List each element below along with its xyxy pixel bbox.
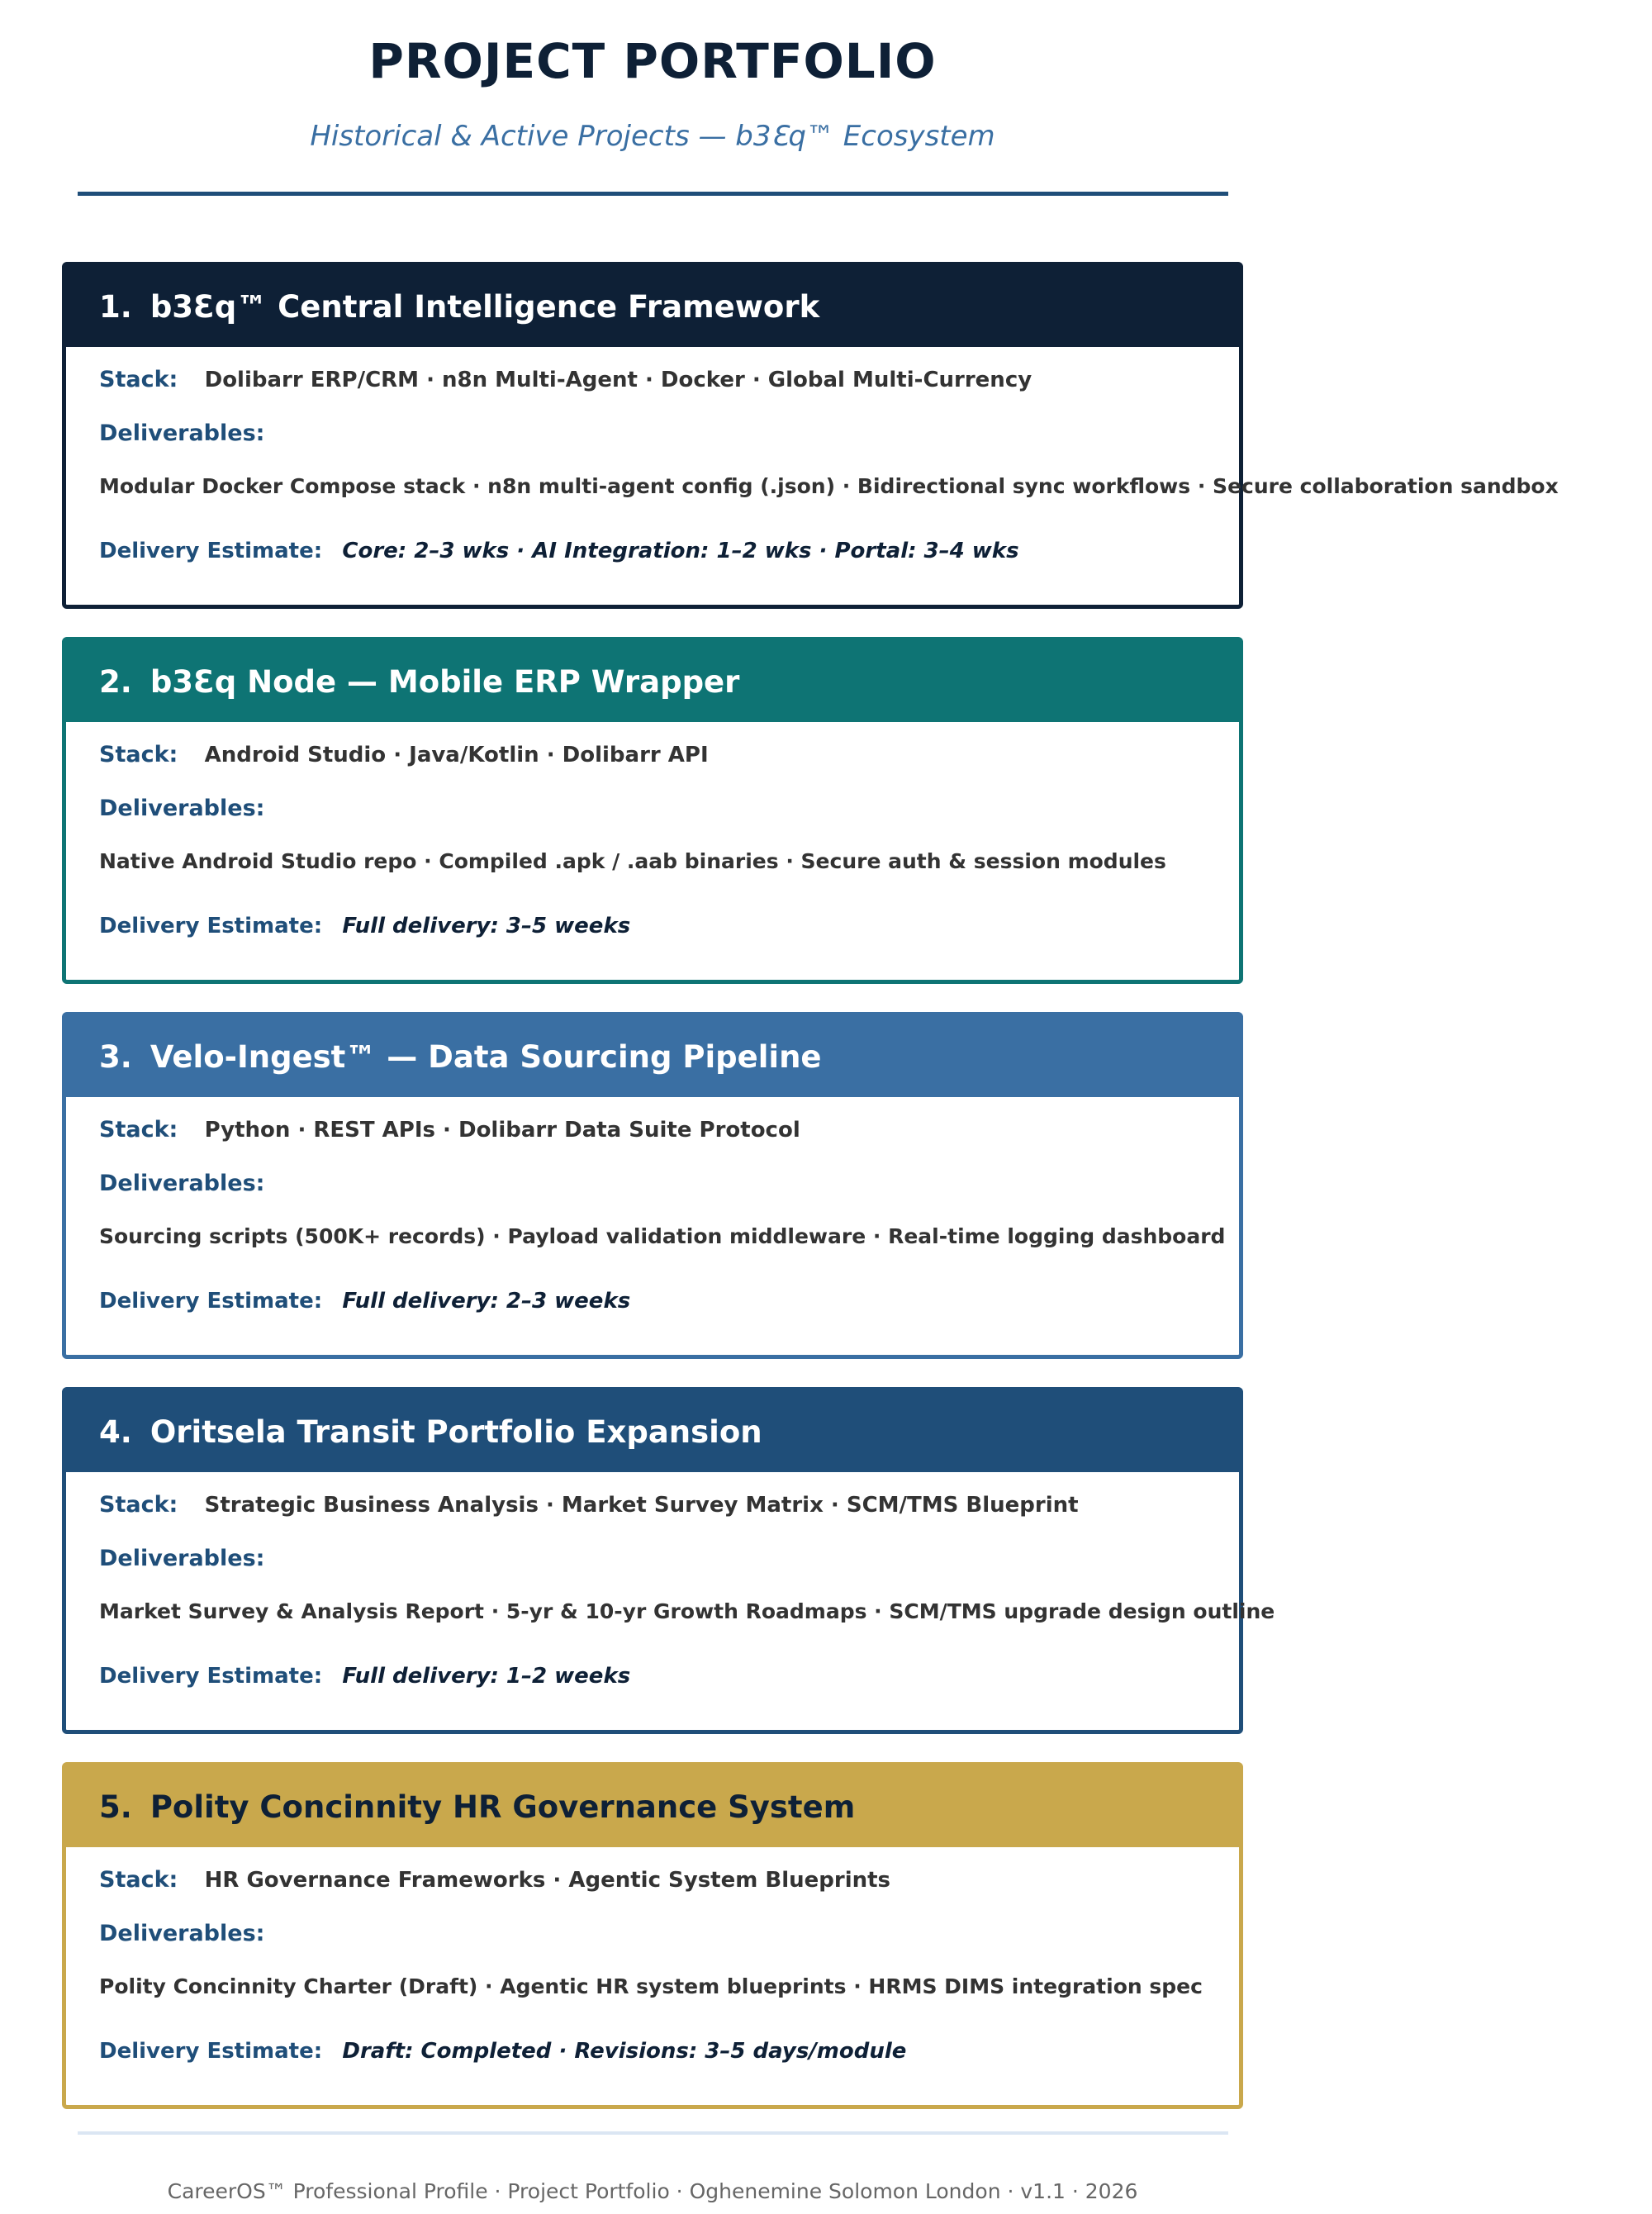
estimate-value: Core: 2–3 wks · AI Integration: 1–2 wks · Portal: 3–4 wks (342, 539, 1019, 563)
deliverables-value: Polity Concinnity Charter (Draft) · Agentic HR system blueprints · HRMS DIMS integration spec (99, 1974, 1203, 1998)
project-number: 5. (99, 1789, 132, 1825)
estimate-value: Full delivery: 3–5 weeks (342, 914, 631, 938)
footer-divider (78, 2131, 1228, 2135)
stack-label: Stack: (99, 1117, 178, 1143)
estimate-value: Full delivery: 1–2 weeks (342, 1664, 631, 1689)
stack-label: Stack: (99, 1492, 178, 1518)
estimate-row (99, 539, 1019, 563)
title-divider (78, 192, 1228, 196)
deliverables-label: Deliverables: (99, 1546, 265, 1571)
project-card-2 (62, 637, 1243, 984)
project-title: b3Ɛq™ Central Intelligence Framework (150, 288, 820, 325)
deliverables-value: Sourcing scripts (500K+ records) · Payload validation middleware · Real-time logging dashboard (99, 1224, 1226, 1248)
deliverables-value: Modular Docker Compose stack · n8n multi-agent config (.json) · Bidirectional sync workflows · Secure collaboration sandbox (99, 474, 1559, 498)
stack-label: Stack: (99, 742, 178, 767)
estimate-row (99, 1289, 630, 1314)
estimate-label: Delivery Estimate: (99, 1289, 323, 1314)
project-title: Velo-Ingest™ — Data Sourcing Pipeline (150, 1038, 822, 1075)
project-card-4 (62, 1387, 1275, 1734)
stack-label: Stack: (99, 1867, 178, 1893)
project-header (66, 1391, 1239, 1472)
project-header (66, 266, 1239, 347)
stack-value: Android Studio · Java/Kotlin · Dolibarr API (204, 743, 709, 767)
estimate-label: Delivery Estimate: (99, 1664, 323, 1689)
stack-value: Python · REST APIs · Dolibarr Data Suite Protocol (204, 1118, 800, 1143)
estimate-row (99, 1664, 630, 1689)
stack-row (99, 742, 709, 767)
stack-value: Dolibarr ERP/CRM · n8n Multi-Agent · Docker · Global Multi-Currency (204, 368, 1032, 392)
project-card-1 (62, 262, 1559, 609)
estimate-label: Delivery Estimate: (99, 2039, 323, 2064)
project-number: 4. (99, 1413, 132, 1450)
deliverables-value: Native Android Studio repo · Compiled .apk / .aab binaries · Secure auth & session modules (99, 849, 1166, 873)
stack-value: HR Governance Frameworks · Agentic System Blueprints (204, 1868, 891, 1893)
project-title: b3Ɛq Node — Mobile ERP Wrapper (150, 663, 740, 700)
page-subtitle: Historical & Active Projects — b3Ɛq™ Ecosystem (310, 120, 995, 153)
project-header (66, 1016, 1239, 1097)
stack-row (99, 1492, 1079, 1518)
footer-text: CareerOS™ Professional Profile · Project Portfolio · Oghenemine Solomon London · v1.1 · 2026 (167, 2179, 1138, 2203)
stack-label: Stack: (99, 367, 178, 392)
page-title: PROJECT PORTFOLIO (368, 33, 937, 89)
estimate-value: Draft: Completed · Revisions: 3–5 days/module (342, 2039, 907, 2064)
estimate-value: Full delivery: 2–3 weeks (342, 1289, 631, 1314)
project-number: 2. (99, 663, 132, 700)
estimate-row (99, 914, 630, 938)
estimate-label: Delivery Estimate: (99, 539, 323, 563)
project-card-3 (62, 1012, 1243, 1359)
deliverables-label: Deliverables: (99, 420, 265, 446)
stack-row (99, 367, 1032, 392)
project-title: Oritsela Transit Portfolio Expansion (150, 1413, 762, 1450)
stack-value: Strategic Business Analysis · Market Survey Matrix · SCM/TMS Blueprint (204, 1493, 1079, 1518)
project-number: 3. (99, 1038, 132, 1075)
deliverables-value: Market Survey & Analysis Report · 5-yr & 10-yr Growth Roadmaps · SCM/TMS upgrade design outline (99, 1599, 1275, 1623)
estimate-label: Delivery Estimate: (99, 914, 323, 938)
deliverables-label: Deliverables: (99, 796, 265, 821)
project-number: 1. (99, 288, 132, 325)
project-card-5 (62, 1762, 1243, 2109)
project-header (66, 1766, 1239, 1847)
deliverables-label: Deliverables: (99, 1171, 265, 1196)
project-header (66, 641, 1239, 722)
deliverables-label: Deliverables: (99, 1921, 265, 1946)
stack-row (99, 1867, 890, 1893)
estimate-row (99, 2039, 906, 2064)
stack-row (99, 1117, 800, 1143)
project-title: Polity Concinnity HR Governance System (150, 1789, 856, 1825)
